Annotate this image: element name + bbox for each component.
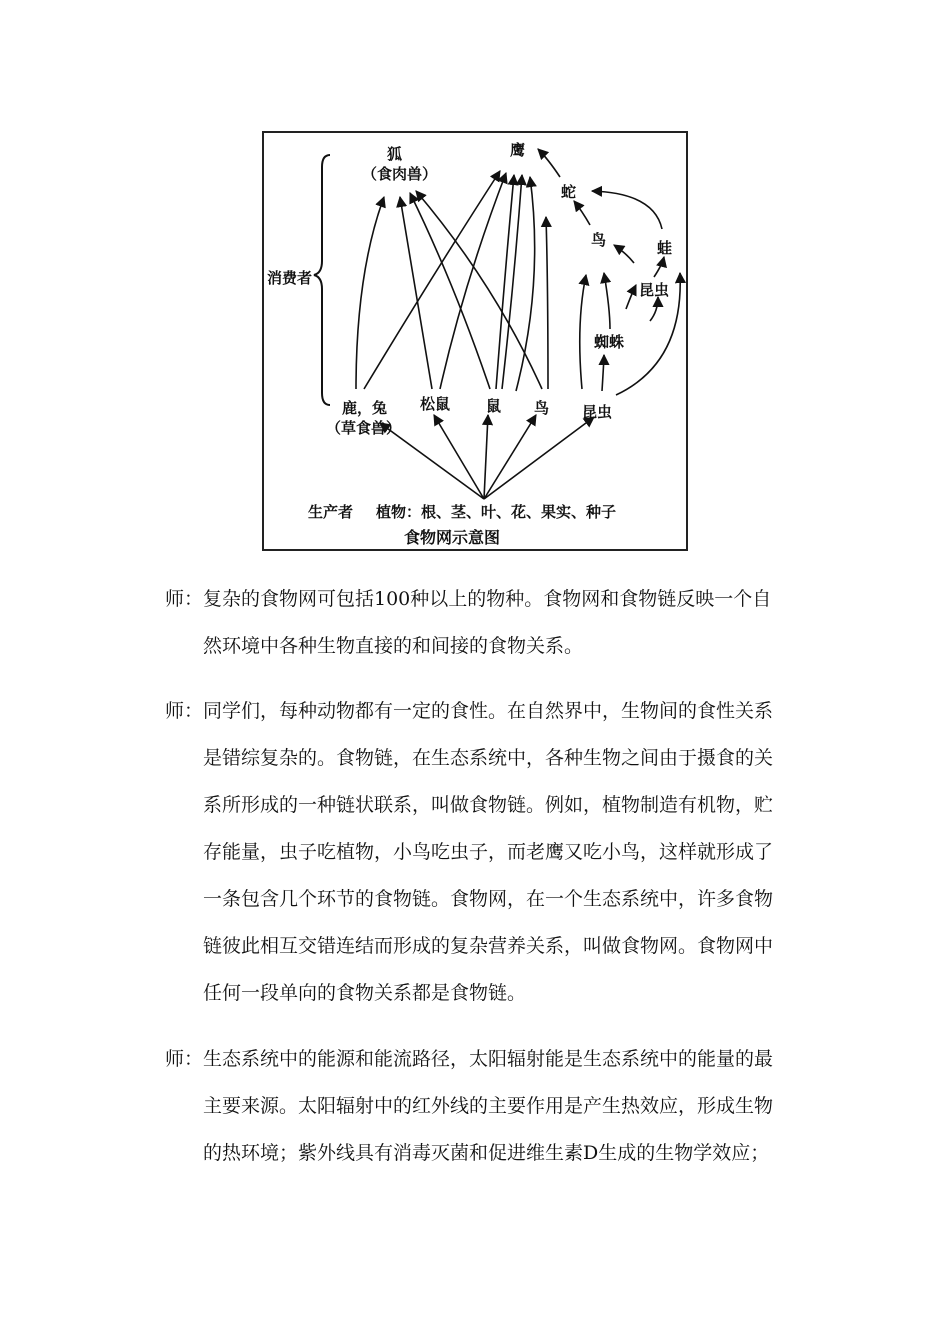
arrow-insect-spider: [602, 355, 604, 391]
paragraph-line: 主要来源。太阳辐射中的红外线的主要作用是产生热效应，形成生物: [203, 1095, 774, 1117]
paragraph-1: [165, 576, 785, 670]
paragraph-line: 的热环境；紫外线具有消毒灭菌和促进维生素D生成的生物学效应；: [203, 1142, 770, 1164]
arrow-deer-eagle: [364, 171, 500, 389]
figure-caption: 食物网示意图: [404, 528, 501, 547]
label-eagle: 鹰: [510, 141, 526, 159]
label-producer: 生产者: [308, 503, 354, 521]
label-fox: 狐: [387, 145, 403, 163]
label-deer-rabbit: 鹿，兔: [342, 399, 388, 417]
arrow-squirrel-fox: [400, 197, 432, 389]
arrow-spider-insect-3: [604, 273, 610, 329]
label-squirrel: 松鼠: [420, 395, 451, 413]
paragraph-line: 师：复杂的食物网可包括100种以上的物种。食物网和食物链反映一个自: [165, 588, 772, 610]
arrow-snake-eagle: [538, 149, 560, 177]
arrow-plants-mouse: [484, 415, 488, 499]
arrow-mouse-fox: [410, 193, 490, 389]
label-spider: 蜘蛛: [594, 333, 625, 351]
paragraph-line: 任何一段单向的食物关系都是食物链。: [203, 982, 527, 1004]
paragraph-line: 然环境中各种生物直接的和间接的食物关系。: [203, 635, 584, 657]
arrow-insect-bird: [614, 245, 634, 263]
consumers-brace: [314, 155, 330, 405]
label-frog: 蛙: [657, 239, 673, 257]
label-consumers: 消费者: [267, 269, 313, 287]
arrow-bird-snake: [574, 201, 590, 225]
paragraph-line: 师：同学们，每种动物都有一定的食性。在自然界中，生物间的食性关系: [165, 700, 774, 722]
paragraph-line: 存能量，虫子吃植物，小鸟吃虫子，而老鹰又吃小鸟，这样就形成了: [203, 841, 774, 863]
arrow-plants-squirrel: [434, 415, 484, 499]
arrow-deer-fox: [356, 197, 384, 389]
arrow-plants-insect: [484, 417, 594, 499]
paragraph-line: 系所形成的一种链状联系，叫做食物链。例如，植物制造有机物，贮: [203, 794, 774, 816]
arrow-insect-frog: [654, 257, 664, 277]
label-insect-bottom: 昆虫: [582, 403, 613, 421]
label-snake: 蛇: [561, 183, 577, 201]
label-bird-bottom: 鸟: [534, 399, 550, 417]
paragraph-line: 是错综复杂的。食物链，在生态系统中，各种生物之间由于摄食的关: [203, 747, 774, 769]
label-bird-top: 鸟: [591, 231, 607, 249]
paragraph-line: 链彼此相互交错连结而形成的复杂营养关系，叫做食物网。食物网中: [203, 935, 774, 957]
arrow-spider-insect-2: [650, 297, 658, 321]
paragraph-line: 师：生态系统中的能源和能流路径，太阳辐射能是生态系统中的能量的最: [165, 1048, 774, 1070]
label-plants: 植物：根、茎、叶、花、果实、种子: [376, 503, 617, 521]
arrow-frog-snake: [592, 191, 662, 229]
food-web-diagram: [262, 131, 688, 551]
paragraph-line: 一条包含几个环节的食物链。食物网，在一个生态系统中，许多食物: [203, 888, 774, 910]
arrow-plants-bird: [484, 415, 536, 499]
label-fox-note: （食肉兽）: [362, 165, 438, 183]
label-deer-rabbit-note: （草食兽）: [326, 419, 402, 437]
arrow-bird-eagle: [546, 217, 548, 389]
paragraph-3: [165, 1036, 785, 1177]
label-insect-mid: 昆虫: [639, 281, 670, 299]
arrow-insect-bird-2: [580, 275, 586, 389]
paragraph-2: [165, 688, 785, 1017]
arrow-spider-insect: [626, 285, 636, 309]
label-mouse: 鼠: [486, 397, 502, 415]
